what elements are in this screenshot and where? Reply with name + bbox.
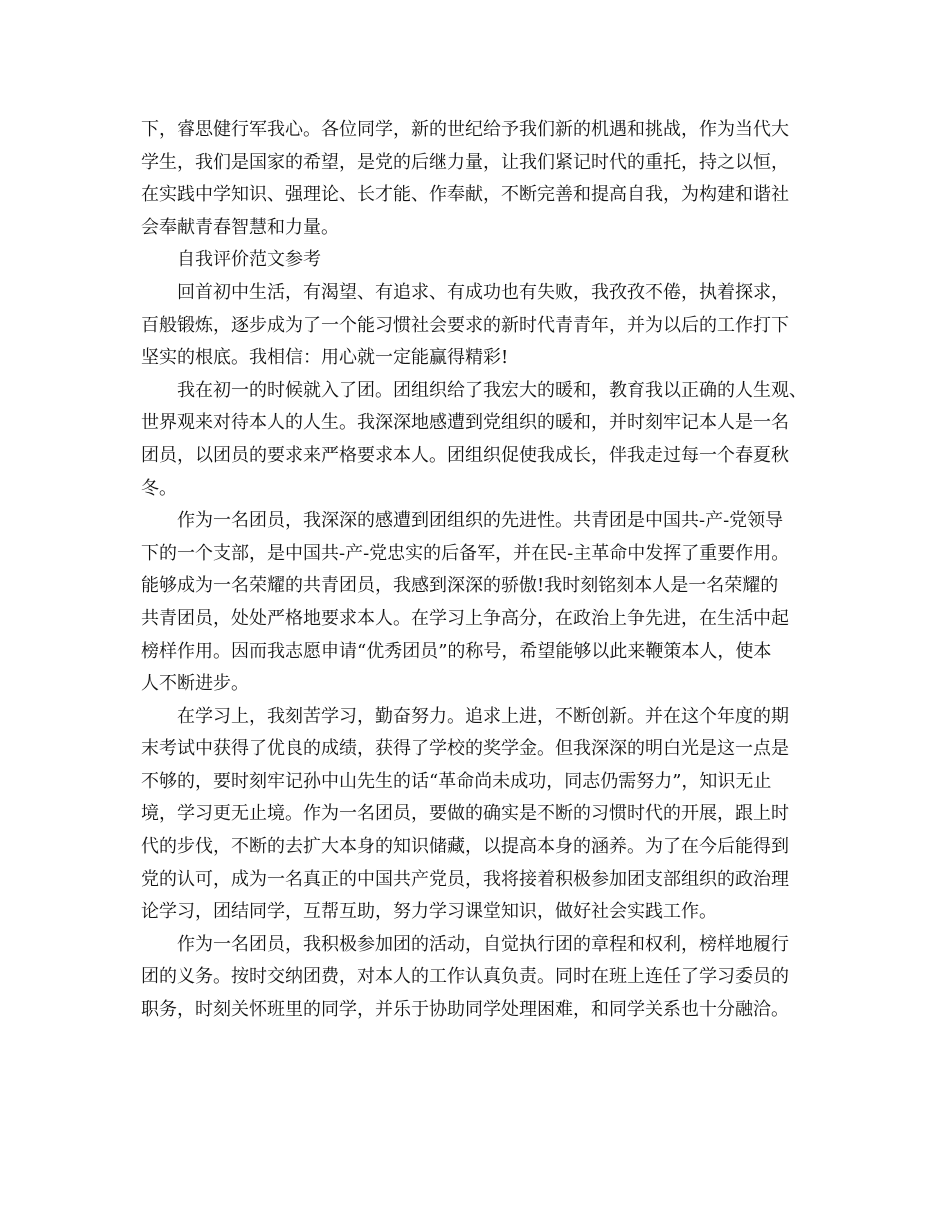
document-body [141,114,817,1027]
section-heading: 自我评价范文参考 [177,249,321,271]
text-line: 世界观来对待本人的人生。我深深地感遭到党组织的暖和，并时刻牢记本人是一名 [141,412,789,434]
text-line: 百般锻炼，逐步成为了一个能习惯社会要求的新时代青青年，并为以后的工作打下 [141,314,789,336]
text-line: 作为一名团员，我积极参加团的活动，自觉执行团的章程和权利，榜样地履行 [177,933,789,955]
text-line: 职务，时刻关怀班里的同学，并乐于协助同学处理困难，和同学关系也十分融洽。 [141,999,789,1021]
text-line: 作为一名团员，我深深的感遭到团组织的先进性。共青团是中国共-产-党领导 [177,510,784,532]
text-line: 在学习上，我刻苦学习，勤奋努力。追求上进，不断创新。并在这个年度的期 [177,705,789,727]
text-line: 不够的，要时刻牢记孙中山先生的话“革命尚未成功，同志仍需努力”，知识无止 [141,770,772,792]
text-line: 下，睿思健行军我心。各位同学，新的世纪给予我们新的机遇和挑战，作为当代大 [141,119,789,140]
text-line: 团员，以团员的要求来严格要求本人。团组织促使我成长，伴我走过每一个春夏秋 [141,444,789,466]
text-line: 代的步伐，不断的去扩大本身的知识储藏，以提高本身的涵养。为了在今后能得到 [141,836,789,858]
text-line: 论学习，团结同学，互帮互助，努力学习课堂知识，做好社会实践工作。 [141,901,717,923]
text-line: 下的一个支部，是中国共-产-党忠实的后备军，并在民-主革命中发挥了重要作用。 [141,542,790,564]
text-line: 冬。 [141,477,177,499]
text-line: 共青团员，处处严格地要求本人。在学习上争高分，在政治上争先进，在生活中起 [141,607,789,629]
text-line: 会奉献青春智慧和力量。 [141,216,339,238]
text-line: 境，学习更无止境。作为一名团员，要做的确实是不断的习惯时代的开展，跟上时 [141,803,789,825]
text-line: 党的认可，成为一名真正的中国共产党员，我将接着积极参加团支部组织的政治理 [141,868,789,890]
text-line: 能够成为一名荣耀的共青团员，我感到深深的骄傲!我时刻铭刻本人是一名荣耀的 [141,575,779,597]
text-line: 末考试中获得了优良的成绩，获得了学校的奖学金。但我深深的明白光是这一点是 [141,738,789,760]
text-line: 我在初一的时候就入了团。团组织给了我宏大的暖和，教育我以正确的人生观、 [177,379,807,401]
text-line: 人不断进步。 [141,673,249,695]
text-line: 团的义务。按时交纳团费，对本人的工作认真负责。同时在班上连任了学习委员的 [141,966,789,988]
text-line: 榜样作用。因而我志愿申请“优秀团员”的称号，希望能够以此来鞭策本人，使本 [141,640,772,662]
text-line: 回首初中生活，有渴望、有追求、有成功也有失败，我孜孜不倦，执着探求， [177,281,789,303]
text-line: 坚实的根底。我相信：用心就一定能赢得精彩! [141,347,509,369]
text-line: 在实践中学知识、强理论、长才能、作奉献，不断完善和提高自我，为构建和谐社 [141,184,789,206]
text-line: 学生，我们是国家的希望，是党的后继力量，让我们紧记时代的重托，持之以恒， [141,151,789,173]
